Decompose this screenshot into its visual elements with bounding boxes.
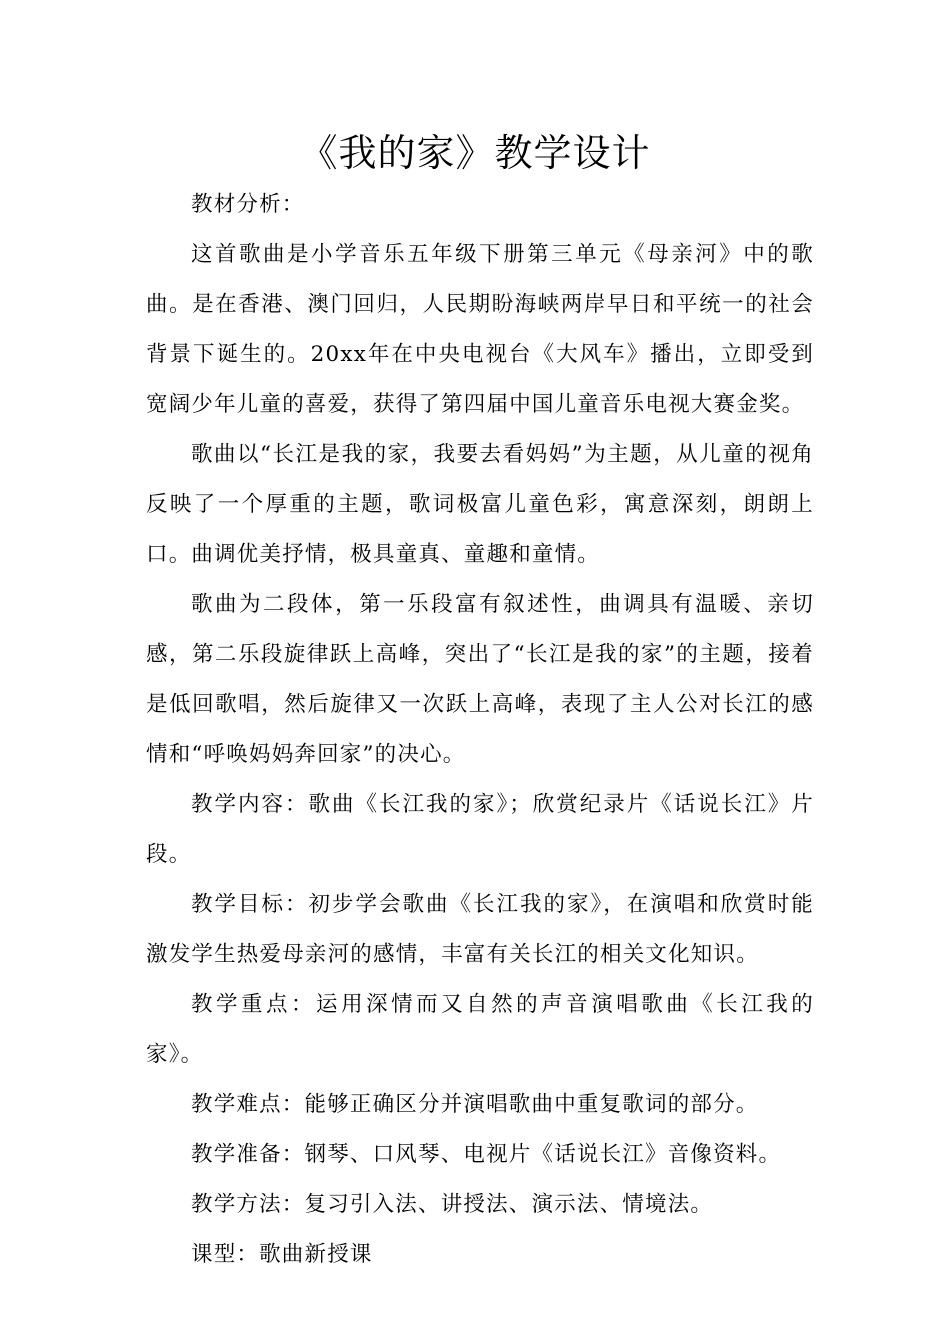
paragraph-lesson-type: 课型：歌曲新授课 — [191, 1242, 373, 1267]
document-title: 《我的家》教学设计 — [299, 131, 651, 175]
paragraph-teaching-preparation: 教学准备：钢琴、口风琴、电视片《话说长江》音像资料。 — [191, 1142, 782, 1167]
paragraph-teaching-goals: 教学目标：初步学会歌曲《长江我的家》，在演唱和欣赏时能激发学生热爱母亲河的感情，丰富有关长江的相关文化知识。 — [146, 892, 814, 967]
paragraph-teaching-methods: 教学方法：复习引入法、讲授法、演示法、情境法。 — [191, 1192, 714, 1217]
document-body — [146, 180, 814, 1280]
section-heading-textbook-analysis: 教材分析： — [191, 192, 305, 217]
paragraph-song-background: 这首歌曲是小学音乐五年级下册第三单元《母亲河》中的歌曲。是在香港、澳门回归，人民期盼海峡两岸早日和平统一的社会背景下诞生的。20xx年在中央电视台《大风车》播出，立即受到宽阔少年儿童的喜爱，获得了第四届中国儿童音乐电视大赛金奖。 — [146, 242, 814, 417]
paragraph-teaching-difficulties: 教学难点：能够正确区分并演唱歌曲中重复歌词的部分。 — [191, 1092, 759, 1117]
paragraph-song-theme: 歌曲以“长江是我的家，我要去看妈妈”为主题，从儿童的视角反映了一个厚重的主题，歌词极富儿童色彩，寓意深刻，朗朗上口。曲调优美抒情，极具童真、童趣和童情。 — [146, 442, 814, 567]
paragraph-teaching-content: 教学内容：歌曲《长江我的家》；欣赏纪录片《话说长江》片段。 — [146, 792, 814, 867]
paragraph-song-structure: 歌曲为二段体，第一乐段富有叙述性，曲调具有温暖、亲切感，第二乐段旋律跃上高峰，突出了“长江是我的家”的主题，接着是低回歌唱，然后旋律又一次跃上高峰，表现了主人公对长江的感情和“呼唤妈妈奔回家”的决心。 — [146, 592, 814, 767]
paragraph-teaching-key-points: 教学重点：运用深情而又自然的声音演唱歌曲《长江我的家》。 — [146, 992, 814, 1067]
